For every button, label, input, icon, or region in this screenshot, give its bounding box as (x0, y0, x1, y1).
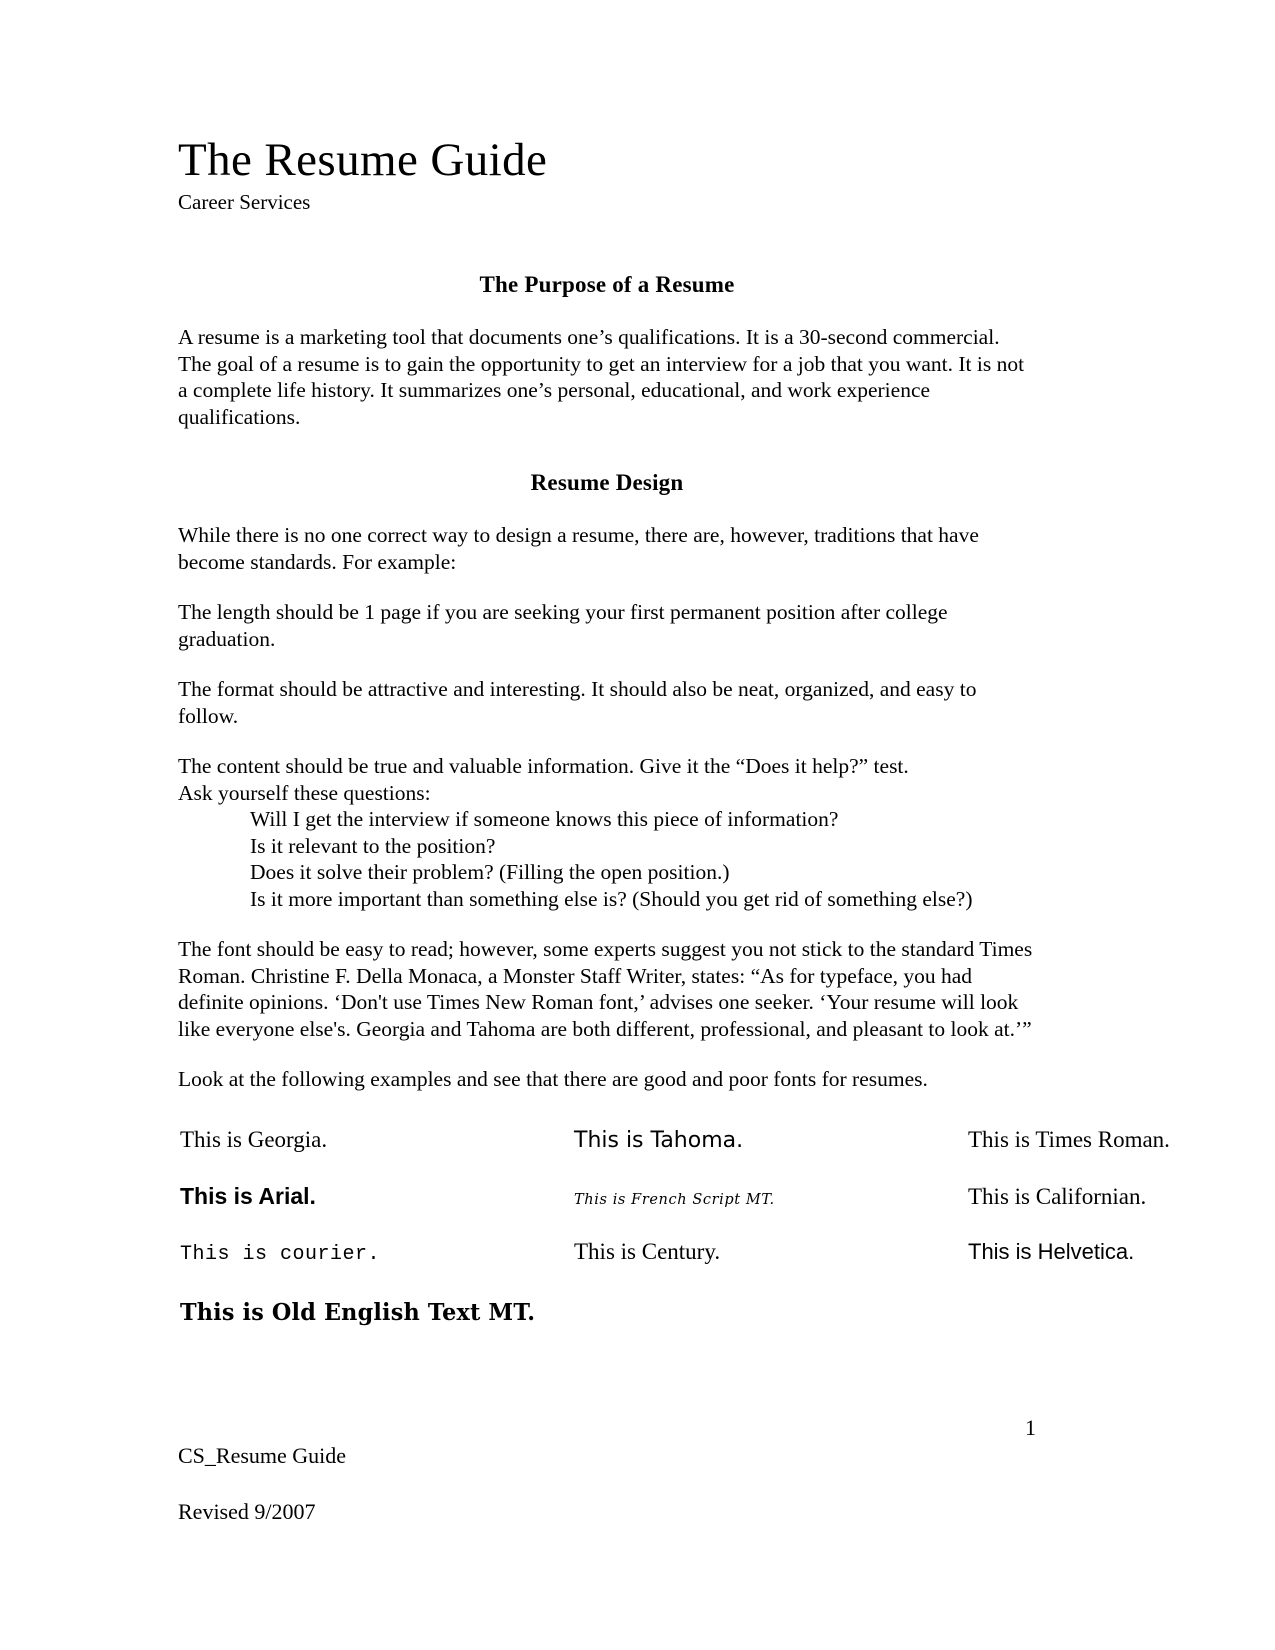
paragraph-design-length: The length should be 1 page if you are seeking your first permanent position after college graduation. (178, 600, 948, 651)
page-footer (178, 1414, 1036, 1554)
font-sample-french-script-mt: This is French Script MT. (574, 1191, 775, 1208)
font-sample-californian: This is Californian. (968, 1183, 1147, 1209)
paragraph-design-intro: While there is no one correct way to design a resume, there are, however, traditions that have become standards. For example: (178, 523, 979, 574)
font-sample-row (178, 1182, 1147, 1239)
font-sample-georgia: This is Georgia. (180, 1126, 328, 1152)
page-title: The Resume Guide (178, 134, 548, 186)
page-subtitle: Career Services (178, 190, 311, 215)
font-sample-old-english-text-mt: This is Old English Text MT. (179, 1298, 536, 1326)
paragraph-design-content-lead: The content should be true and valuable information. Give it the “Does it help?” test. (178, 754, 909, 779)
font-samples-grid (178, 1126, 1170, 1347)
page-number: 1 (1025, 1415, 1036, 1440)
document-body (178, 134, 1170, 1347)
font-sample-tahoma: This is Tahoma. (574, 1127, 744, 1153)
font-sample-row (178, 1126, 1170, 1183)
paragraph-design-format: The format should be attractive and interesting. It should also be neat, organized, and easy to follow. (178, 677, 977, 728)
section-heading-design: Resume Design (530, 470, 684, 496)
font-sample-century: This is Century. (574, 1238, 721, 1264)
list-item: Does it solve their problem? (Filling the open position.) (250, 860, 730, 885)
paragraph-design-font: The font should be easy to read; however, some experts suggest you not stick to the standard Times Roman. Christine F. Della Monaca, a Monster Staff Writer, states: “As for typeface, you had definite opinions. ‘Don't use Times New Roman font,’ advises one seeker. ‘Your resume will look like everyone else's. Georgia and Tahoma are both different, professional, and pleasant to look at.’” (178, 937, 1033, 1041)
footer-file-info (178, 1414, 346, 1554)
footer-file-label: CS_Resume Guide (178, 1443, 347, 1468)
list-item: Will I get the interview if someone knows this piece of information? (250, 807, 839, 832)
paragraph-design-content-ask: Ask yourself these questions: (178, 780, 431, 805)
questions-list (178, 806, 1036, 912)
list-item: Is it more important than something else is? (Should you get rid of something else?) (250, 886, 973, 911)
footer-revision: Revised 9/2007 (178, 1499, 316, 1524)
font-sample-times-roman: This is Times Roman. (968, 1126, 1170, 1152)
font-sample-courier: This is courier. (180, 1242, 381, 1266)
font-sample-helvetica: This is Helvetica. (968, 1238, 1135, 1264)
paragraph-examples-lead: Look at the following examples and see that there are good and poor fonts for resumes. (178, 1067, 928, 1092)
list-item: Is it relevant to the position? (250, 833, 496, 858)
font-sample-row (178, 1299, 1036, 1347)
font-sample-row (178, 1238, 1135, 1295)
section-heading-purpose: The Purpose of a Resume (479, 272, 735, 298)
paragraph-purpose-body: A resume is a marketing tool that documents one’s qualifications. It is a 30-second commercial. The goal of a resume is to gain the opportunity to get an interview for a job that you want. It is not a complete life history. It summarizes one’s personal, educational, and work experience qualifications. (178, 325, 1025, 429)
font-sample-arial: This is Arial. (180, 1182, 316, 1209)
